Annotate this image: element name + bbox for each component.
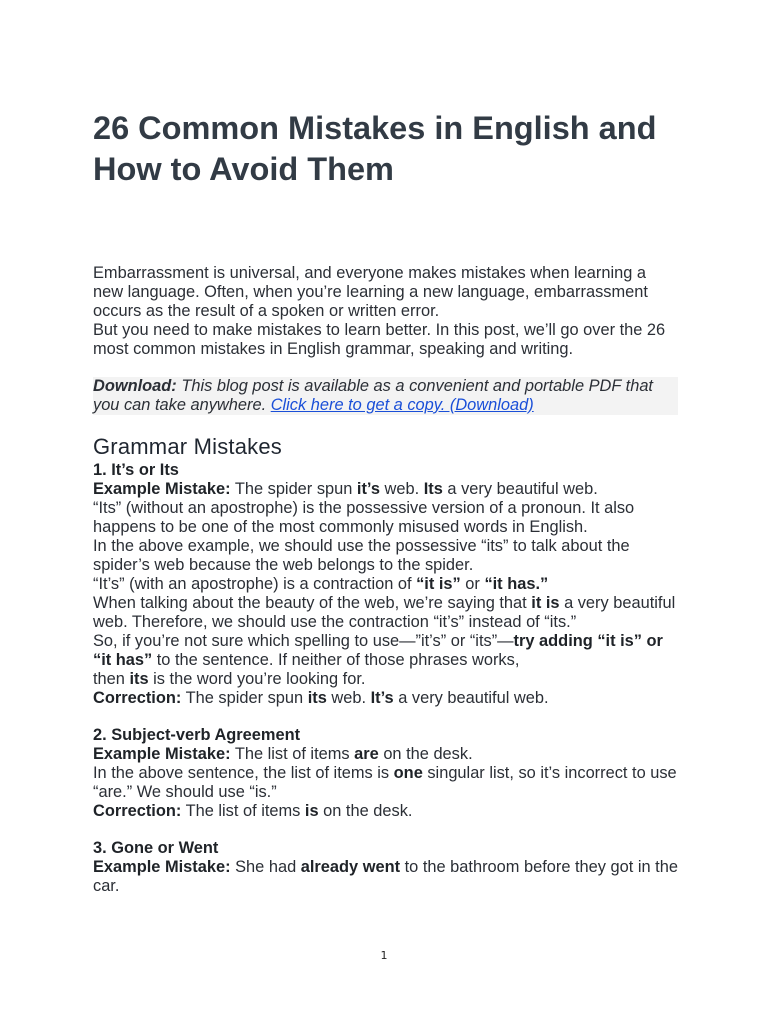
intro-paragraph-1: Embarrassment is universal, and everyone makes mistakes when learning a new language. Often, when you’re learning a new language, embarrassment occurs as the result of a spoken or written error. [93, 264, 648, 320]
section-heading-grammar: Grammar Mistakes [93, 434, 282, 459]
mistake-1-paragraph-4: When talking about the beauty of the web, we’re saying that it is a very beautiful web. Therefore, we should use the contraction “it’s” instead of “its.” [93, 594, 676, 631]
document-body [93, 264, 678, 896]
page-number: 1 [380, 949, 388, 962]
download-label: Download: [93, 377, 177, 395]
mistake-1-paragraph-6: then its is the word you’re looking for. [93, 670, 366, 688]
mistake-1-paragraph-3: “It’s” (with an apostrophe) is a contraction of “it is” or “it has.” [93, 575, 549, 593]
mistake-1-example: Example Mistake: The spider spun it’s web. Its a very beautiful web. [93, 480, 598, 498]
download-text: This blog post is available as a convenient and portable PDF that you can take anywhere. [93, 377, 653, 414]
mistake-2-example: Example Mistake: The list of items are on the desk. [93, 745, 473, 763]
mistake-2-paragraph-1: In the above sentence, the list of items is one singular list, so it’s incorrect to use “are.” We should use “is.” [93, 764, 677, 801]
mistake-1-paragraph-2: In the above example, we should use the possessive “its” to talk about the spider’s web because the web belongs to the spider. [93, 537, 630, 574]
mistake-1-paragraph-5: So, if you’re not sure which spelling to use—”it’s” or “its”—try adding “it is” or “it has” to the sentence. If neither of those phrases works, [93, 632, 663, 669]
download-callout [93, 377, 678, 415]
mistake-3-example: Example Mistake: She had already went to the bathroom before they got in the car. [93, 858, 678, 895]
mistake-2-correction: Correction: The list of items is on the desk. [93, 802, 413, 820]
download-link[interactable]: Click here to get a copy. (Download) [270, 396, 534, 414]
mistake-1-correction: Correction: The spider spun its web. It’s a very beautiful web. [93, 689, 549, 707]
mistake-1-heading: 1. It’s or Its [93, 461, 179, 479]
mistake-2-heading: 2. Subject-verb Agreement [93, 726, 301, 744]
mistake-3-heading: 3. Gone or Went [93, 839, 219, 857]
intro-paragraph-2: But you need to make mistakes to learn better. In this post, we’ll go over the 26 most common mistakes in English grammar, speaking and writing. [93, 321, 666, 358]
document-title: 26 Common Mistakes in English and How to Avoid Them [93, 110, 657, 187]
mistake-1-paragraph-1: “Its” (without an apostrophe) is the possessive version of a pronoun. It also happens to be one of the most commonly misused words in English. [93, 499, 635, 536]
